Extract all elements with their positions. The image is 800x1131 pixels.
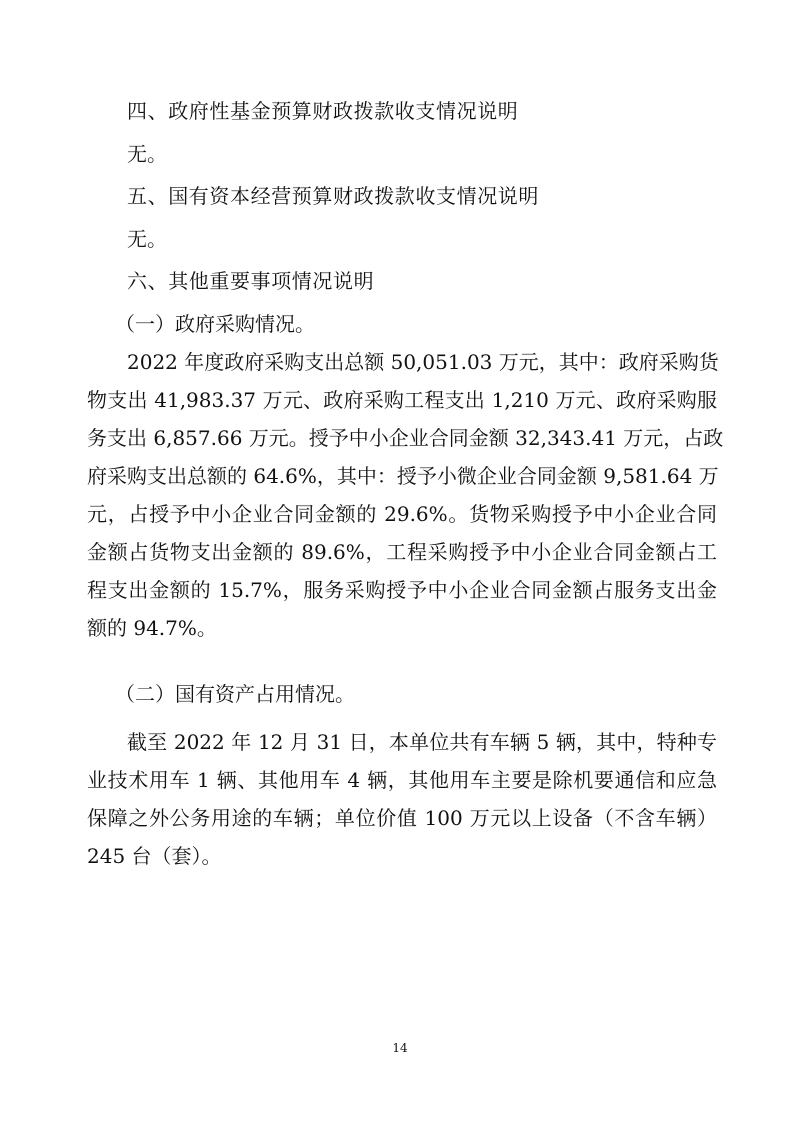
subheading-assets: （二）国有资产占用情况。 — [115, 682, 355, 706]
paragraph-line: 2022 年度政府采购支出总额 50,051.03 万元，其中：政府采购货 — [127, 350, 719, 374]
subheading-procurement: （一）政府采购情况。 — [115, 312, 315, 336]
section-heading-other: 六、其他重要事项情况说明 — [127, 269, 375, 293]
section-heading-state-capital: 五、国有资本经营预算财政拨款收支情况说明 — [127, 184, 539, 208]
paragraph-line: 务支出 6,857.66 万元。授予中小企业合同金额 32,343.41 万元，占政 — [87, 426, 724, 450]
page-number: 14 — [392, 1041, 408, 1055]
section-body-gov-fund: 无。 — [127, 142, 167, 166]
paragraph-line: 额的 94.7%。 — [87, 616, 217, 640]
paragraph-line: 金额占货物支出金额的 89.6%，工程采购授予中小企业合同金额占工 — [87, 540, 717, 564]
section-body-state-capital: 无。 — [127, 227, 167, 251]
paragraph-line: 元，占授予中小企业合同金额的 29.6%。货物采购授予中小企业合同 — [87, 502, 717, 526]
paragraph-line: 保障之外公务用途的车辆；单位价值 100 万元以上设备（不含车辆） — [87, 806, 717, 830]
section-heading-gov-fund: 四、政府性基金预算财政拨款收支情况说明 — [127, 99, 519, 123]
paragraph-line: 业技术用车 1 辆、其他用车 4 辆，其他用车主要是除机要通信和应急 — [87, 768, 717, 792]
paragraph-line: 截至 2022 年 12 月 31 日，本单位共有车辆 5 辆，其中，特种专 — [127, 730, 717, 754]
paragraph-line: 程支出金额的 15.7%，服务采购授予中小企业合同金额占服务支出金 — [87, 578, 717, 602]
paragraph-line: 府采购支出总额的 64.6%，其中：授予小微企业合同金额 9,581.64 万 — [87, 464, 719, 488]
paragraph-line: 245 台（套）。 — [87, 844, 222, 868]
paragraph-line: 物支出 41,983.37 万元、政府采购工程支出 1,210 万元、政府采购服 — [87, 388, 717, 412]
